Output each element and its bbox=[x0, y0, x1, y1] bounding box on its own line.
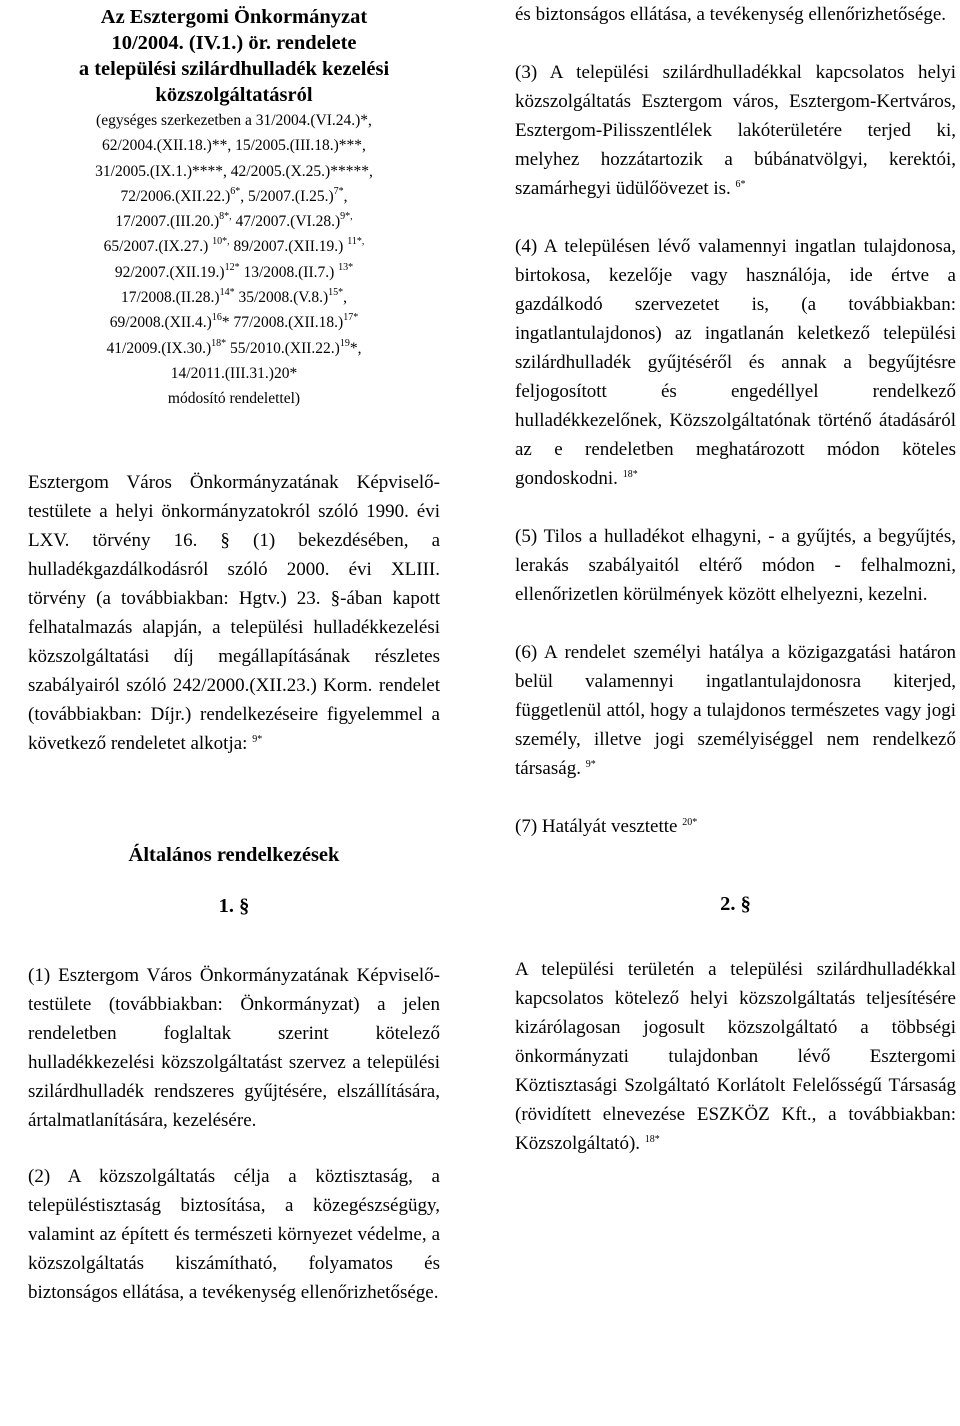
paragraph-1-4: (4) A településen lévő valamennyi ingatlan tulajdonosa, birtokosa, kezelője vagy használója, ide értve a gazdálkodó szervezetet is, (a továbbiakban: ingatlantulajdonos) az ingatlanán keletkező települési szilárdhulladék gyűjtéséről és annak a begyűjtésre feljogosított és engedéllyel rendelkező hulladékkezelőnek, Közszolgáltatónak történő átadásáról az e rendeletben meghatározott módon köteles gondoskodni. $^{18*}$ bbox=[515, 236, 956, 489]
amendment-line: módosító rendelettel) bbox=[167, 390, 301, 408]
title-line: közszolgáltatásról bbox=[155, 84, 313, 106]
amendment-line: $72/2006.(XII.22.)^{6*}$, $5/2007.(I.25.)^{7*}$, bbox=[120, 185, 348, 205]
preamble: Esztergom Város Önkormányzatának Képviselő-testülete a helyi önkormányzatokról szóló 1990. évi LXV. törvény 16. § (1) bekezdésében, a hulladékgazdálkodásról szóló 2000. évi XLIII. törvény (a továbbiakban: Hgtv.) 23. §-ában kapott felhatalmazás alapján, a települési hulladékkezelési közszolgáltatási díj megállapításának részletes szabályairól szóló 242/2000.(XII.23.) Korm. rendelet (továbbiakban: Díjr.) rendelkezéseire figyelemmel a következő rendeletet alkotja: $^{9*}$ bbox=[28, 471, 440, 754]
right-column bbox=[515, 0, 956, 1158]
amendment-line: $92/2007.(XII.19.)^{12*}$ 13/2008.(II.7.) $^{13*}$ bbox=[114, 261, 354, 281]
amendment-line: 65/2007.(IX.27.) $^{10*,}$ 89/2007.(XII.19.) $^{11*,}$ bbox=[103, 236, 365, 256]
title-line: a települési szilárdhulladék kezelési bbox=[78, 58, 390, 80]
paragraph-heading: 1. § bbox=[218, 894, 250, 917]
section-heading: Általános rendelkezések bbox=[128, 843, 340, 866]
paragraph-heading-2: 2. § bbox=[720, 893, 751, 915]
amendment-line: $17/2007.(III.20.)^{8*,}$ $47/2007.(VI.28.)^{9*,}$ bbox=[115, 211, 353, 231]
paragraph-1-2-continued: és biztonságos ellátása, a tevékenység ellenőrizhetősége. bbox=[515, 4, 947, 25]
title-line: 10/2004. (IV.1.) ör. rendelete bbox=[111, 32, 357, 54]
paragraph-1-7: (7) Hatályát vesztette $^{20*}$ bbox=[515, 816, 698, 837]
document-title bbox=[28, 4, 440, 108]
paragraph-1-5: (5) Tilos a hulladékot elhagyni, - a gyűjtés, a begyűjtés, lerakás szabályaitól eltérő módon - felhalmozni, ellenőrizetlen körülmények között elhelyezni, kezelni. bbox=[515, 526, 956, 605]
amendment-line: (egységes szerkezetben a 31/2004.(VI.24.)*, bbox=[96, 112, 372, 129]
amendment-line: 31/2005.(IX.1.)****, 42/2005.(X.25.)*****, bbox=[95, 162, 373, 180]
title-line: Az Esztergomi Önkormányzat bbox=[100, 6, 368, 28]
paragraph-1-3: (3) A települési szilárdhulladékkal kapcsolatos helyi közszolgáltatás Esztergom város, Esztergom-Kertváros, Esztergom-Pilisszentlélek lakóterületére terjed ki, melyhez hozzátartozik a búbánatvölgyi, kerektói, szamárhegyi üdülőövezet is. $^{6*}$ bbox=[515, 62, 956, 199]
paragraph-2: A települési területén a települési szilárdhulladékkal kapcsolatos kötelező helyi közszolgáltatás teljesítésére kizárólagosan jogosult közszolgáltató a többségi önkormányzati tulajdonban lévő Esztergomi Köztisztasági Szolgáltató Korlátolt Felelősségű Társaság (rövidített elnevezése ESZKÖZ Kft., a továbbiakban: Közszolgáltató). $^{18*}$ bbox=[515, 959, 956, 1154]
paragraph-1-1: (1) Esztergom Város Önkormányzatának Képviselő-testülete (továbbiakban: Önkormányzat) a jelen rendeletben foglaltak szerint kötelező hulladékkezelési közszolgáltatást szervez a települési szilárdhulladék rendszeres gyűjtésére, elszállítására, ártalmatlanítására, kezelésére. bbox=[28, 964, 440, 1131]
amendment-line: $41/2009.(IX.30.)^{18*}$ $55/2010.(XII.22.)^{19}*$, bbox=[106, 337, 362, 357]
amendment-list bbox=[28, 108, 440, 412]
amendment-line: 14/2011.(III.31.)20* bbox=[170, 364, 298, 382]
paragraph-1-6: (6) A rendelet személyi hatálya a közigazgatási határon belül valamennyi ingatlantulajdonosra kiterjed, függetlenül attól, hogy a tulajdonos természetes vagy jogi személy, illetve jogi személyiséggel nem rendelkező társaság. $^{9*}$ bbox=[515, 642, 956, 779]
paragraph-1-2: (2) A közszolgáltatás célja a köztisztaság, a településtisztaság biztosítása, a közegészségügy, valamint az épített és természeti környezet védelme, a közszolgáltatás kiszámítható, folyamatos és biztonságos ellátása, a tevékenység ellenőrizhetősége. bbox=[28, 1165, 440, 1303]
left-column bbox=[28, 0, 440, 1307]
amendment-line: $69/2008.(XII.4.)^{16}*$ $77/2008.(XII.18.)^{17*}$ bbox=[109, 312, 359, 332]
amendment-line: 62/2004.(XII.18.)**, 15/2005.(III.18.)***, bbox=[102, 137, 366, 155]
amendment-line: $17/2008.(II.28.)^{14*}$ $35/2008.(V.8.)^{15*}$, bbox=[120, 287, 348, 307]
